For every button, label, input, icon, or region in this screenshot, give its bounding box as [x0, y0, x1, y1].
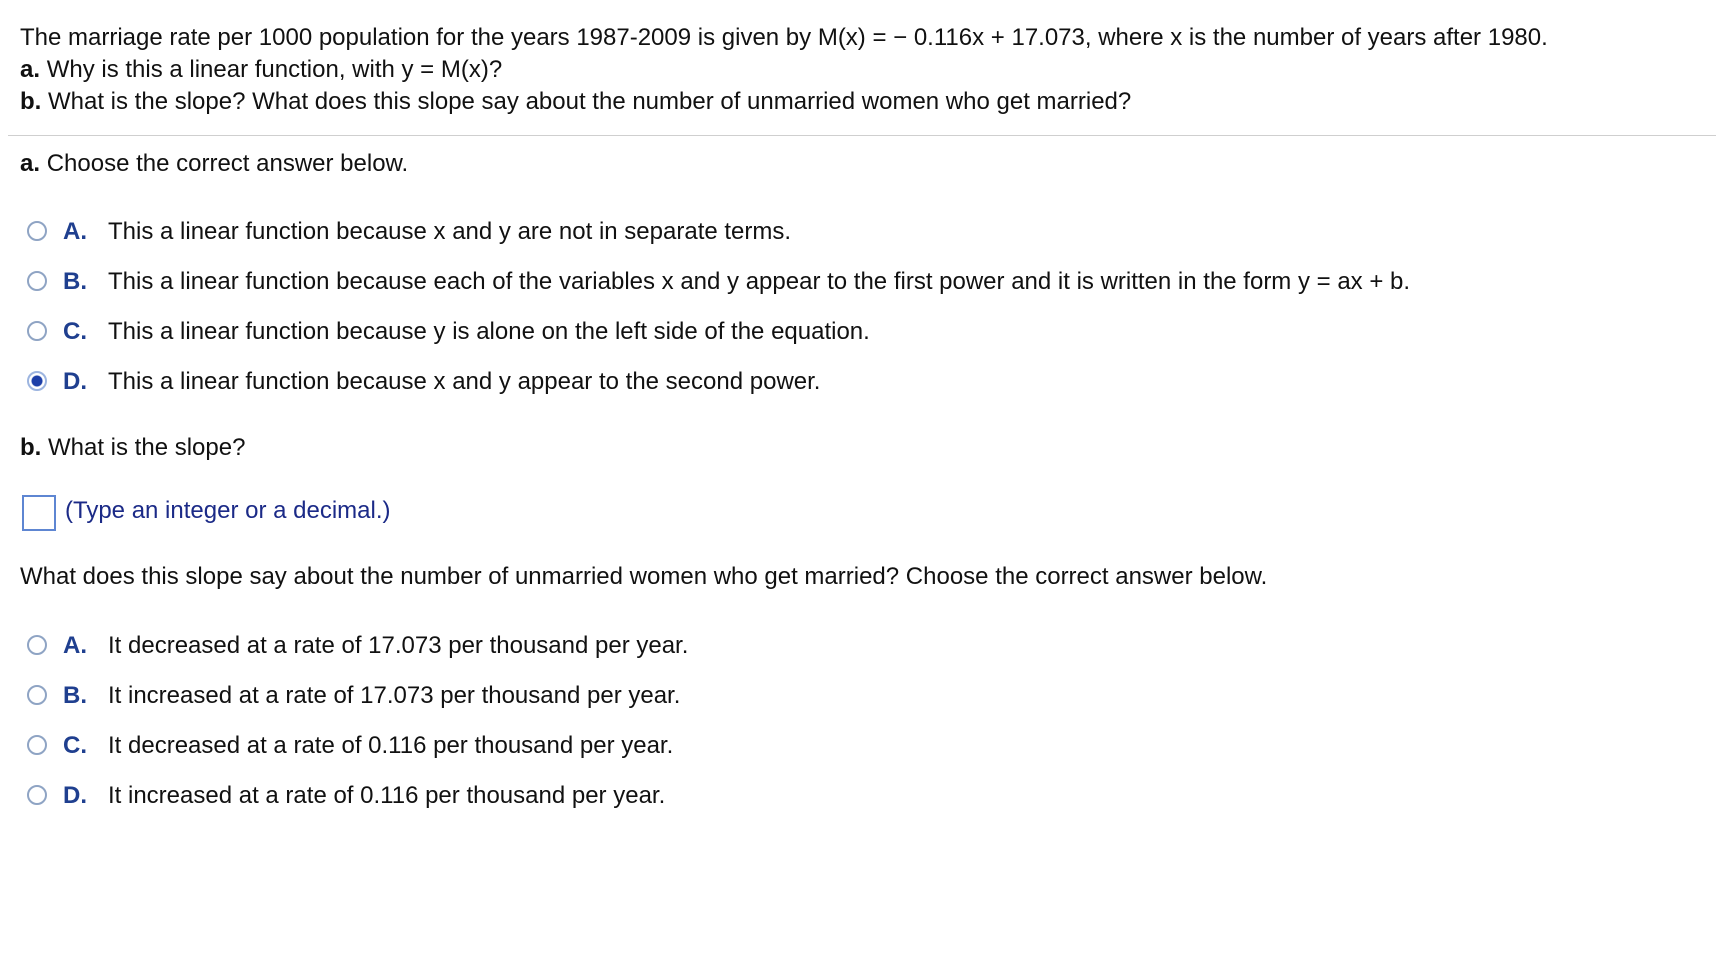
radio-button[interactable]	[27, 635, 47, 655]
slope-answer-input[interactable]	[22, 495, 56, 531]
radio-button[interactable]	[27, 685, 47, 705]
question-part-a	[20, 56, 502, 84]
option-text[interactable]: This a linear function because each of the variables x and y appear to the first power and it is written in the form y = ax + b.	[108, 268, 1411, 295]
option-text[interactable]: This a linear function because x and y appear to the second power.	[108, 368, 821, 395]
question-part-a-text: Why is this a linear function, with y = M(x)?	[46, 56, 503, 83]
part-a-prompt	[20, 150, 408, 178]
question-part-b	[20, 88, 1131, 116]
radio-button[interactable]	[27, 735, 47, 755]
radio-button[interactable]	[27, 785, 47, 805]
option-letter: D.	[63, 368, 87, 395]
option-text[interactable]: This a linear function because y is alone on the left side of the equation.	[108, 318, 870, 345]
option-text[interactable]: This a linear function because x and y are not in separate terms.	[108, 218, 792, 245]
radio-button[interactable]	[27, 271, 47, 291]
option-letter: A.	[63, 632, 87, 659]
option-text[interactable]: It increased at a rate of 17.073 per thousand per year.	[108, 682, 681, 709]
question-part-a-label: a.	[20, 56, 41, 83]
part-b-label: b.	[20, 434, 42, 461]
option-text[interactable]: It increased at a rate of 0.116 per thousand per year.	[108, 782, 666, 809]
part-a-label: a.	[20, 150, 41, 177]
option-letter: A.	[63, 218, 87, 245]
question-intro: The marriage rate per 1000 population for the years 1987-2009 is given by M(x) = − 0.116x + 17.073, where x is the number of years after 1980.	[20, 24, 1548, 51]
part-b-prompt	[20, 434, 245, 462]
option-letter: D.	[63, 782, 87, 809]
input-hint: (Type an integer or a decimal.)	[65, 497, 391, 524]
question-part-b-label: b.	[20, 88, 42, 115]
radio-button[interactable]	[27, 221, 47, 241]
option-text[interactable]: It decreased at a rate of 17.073 per thousand per year.	[108, 632, 689, 659]
option-letter: C.	[63, 318, 87, 345]
option-letter: B.	[63, 268, 87, 295]
option-text[interactable]: It decreased at a rate of 0.116 per thousand per year.	[108, 732, 674, 759]
part-a-prompt-text: Choose the correct answer below.	[46, 150, 409, 177]
option-letter: C.	[63, 732, 87, 759]
question-part-b-text: What is the slope? What does this slope say about the number of unmarried women who get married?	[48, 88, 1132, 115]
radio-button-selected[interactable]	[27, 371, 47, 391]
option-letter: B.	[63, 682, 87, 709]
part-b-followup: What does this slope say about the number of unmarried women who get married? Choose the correct answer below.	[20, 563, 1268, 590]
section-divider	[8, 135, 1716, 136]
part-b-prompt-text: What is the slope?	[48, 434, 246, 461]
radio-button[interactable]	[27, 321, 47, 341]
